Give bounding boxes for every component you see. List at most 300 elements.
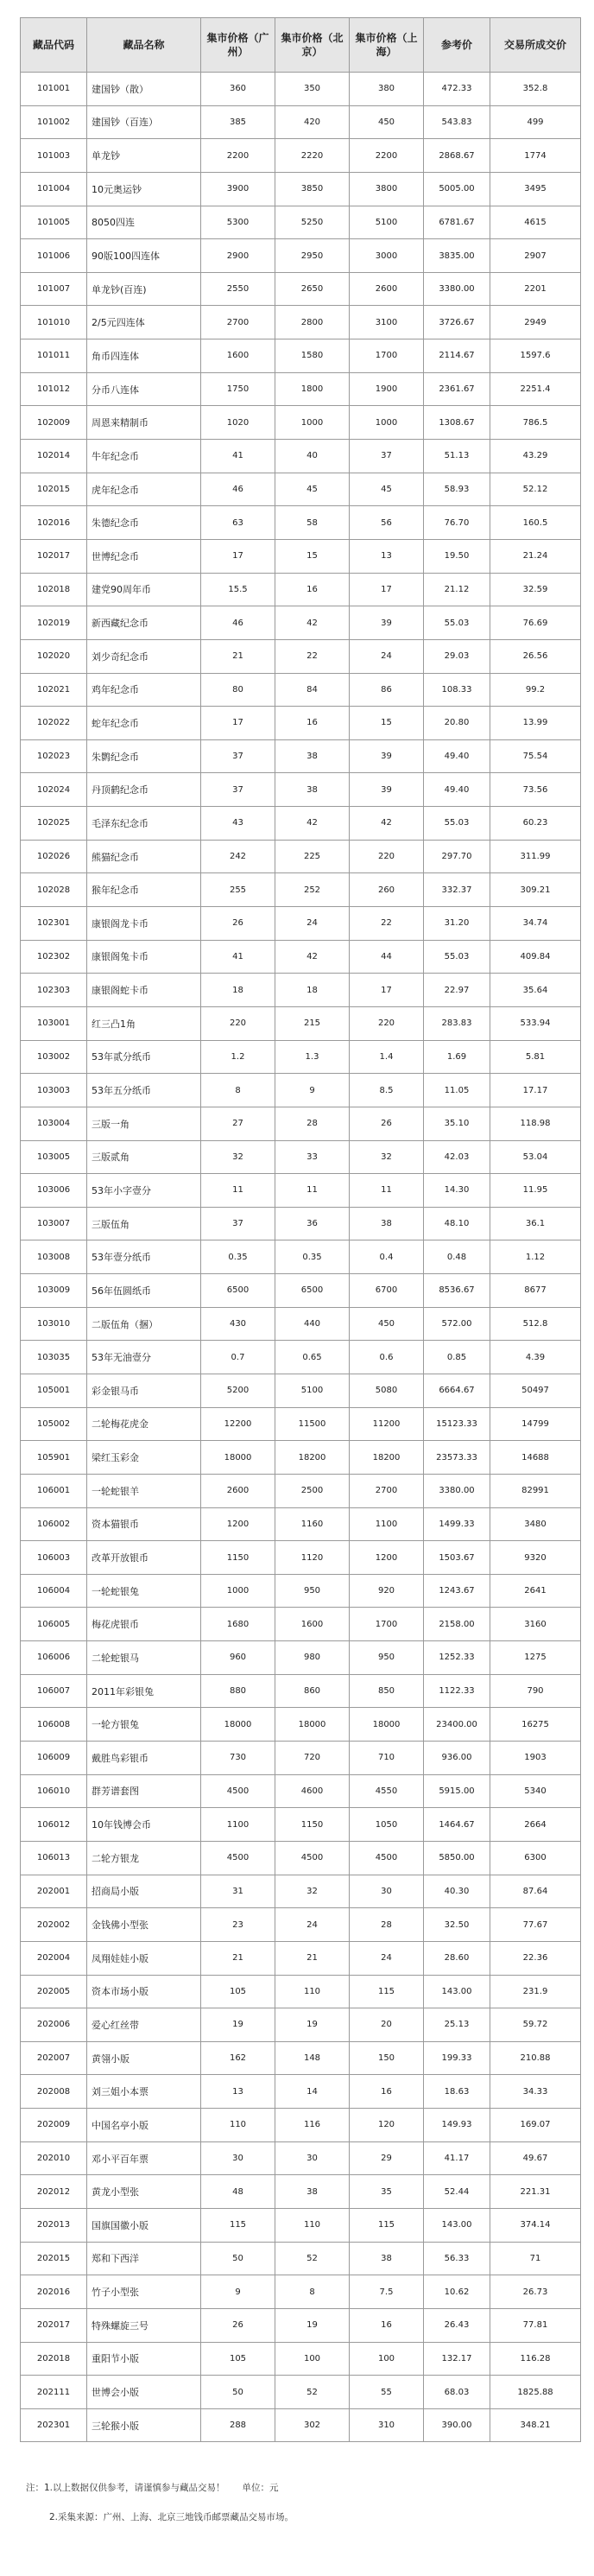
cell-reference-price: 19.50 <box>424 539 490 573</box>
cell-reference-price: 3380.00 <box>424 272 490 306</box>
cell-deal-price: 16275 <box>490 1708 581 1742</box>
cell-reference-price: 23400.00 <box>424 1708 490 1742</box>
cell-code: 106009 <box>21 1742 87 1775</box>
cell-shanghai-price: 1700 <box>350 339 424 373</box>
cell-code: 106006 <box>21 1641 87 1675</box>
cell-shanghai-price: 120 <box>350 2109 424 2142</box>
cell-name: 二版伍角（捆） <box>87 1307 201 1341</box>
cell-beijing-price: 2220 <box>275 139 350 173</box>
cell-reference-price: 49.40 <box>424 773 490 807</box>
cell-shanghai-price: 450 <box>350 1307 424 1341</box>
cell-name: 世博会小版 <box>87 2376 201 2409</box>
cell-beijing-price: 302 <box>275 2408 350 2442</box>
table-row <box>21 1674 581 1708</box>
table-row <box>21 1441 581 1475</box>
cell-name: 周恩来精制币 <box>87 406 201 440</box>
cell-shanghai-price: 24 <box>350 639 424 673</box>
table-row <box>21 2075 581 2109</box>
cell-shanghai-price: 850 <box>350 1674 424 1708</box>
cell-deal-price: 221.31 <box>490 2175 581 2209</box>
cell-beijing-price: 28 <box>275 1107 350 1140</box>
cell-beijing-price: 1.3 <box>275 1040 350 1074</box>
cell-reference-price: 6664.67 <box>424 1374 490 1407</box>
cell-guangzhou-price: 12200 <box>201 1407 275 1441</box>
cell-name: 10年钱博会币 <box>87 1808 201 1842</box>
table-row <box>21 1708 581 1742</box>
cell-guangzhou-price: 430 <box>201 1307 275 1341</box>
cell-code: 202111 <box>21 2376 87 2409</box>
cell-code: 102020 <box>21 639 87 673</box>
cell-code: 106008 <box>21 1708 87 1742</box>
cell-reference-price: 5915.00 <box>424 1774 490 1808</box>
cell-beijing-price: 1580 <box>275 339 350 373</box>
cell-reference-price: 8536.67 <box>424 1274 490 1308</box>
cell-code: 101007 <box>21 272 87 306</box>
cell-reference-price: 5850.00 <box>424 1841 490 1875</box>
cell-code: 103009 <box>21 1274 87 1308</box>
cell-reference-price: 1122.33 <box>424 1674 490 1708</box>
cell-code: 102016 <box>21 506 87 540</box>
footnote-text-1: 注：1.以上数据仅供参考，请谨慎参与藏品交易！ <box>26 2483 225 2493</box>
cell-shanghai-price: 8.5 <box>350 1074 424 1107</box>
cell-reference-price: 26.43 <box>424 2308 490 2342</box>
cell-name: 群芳谱套图 <box>87 1774 201 1808</box>
cell-name: 虎年纪念币 <box>87 473 201 506</box>
cell-shanghai-price: 1050 <box>350 1808 424 1842</box>
cell-shanghai-price: 950 <box>350 1641 424 1675</box>
cell-code: 101012 <box>21 372 87 406</box>
cell-name: 康银阁蛇卡币 <box>87 974 201 1007</box>
cell-shanghai-price: 1.4 <box>350 1040 424 1074</box>
cell-name: 爱心红丝带 <box>87 2008 201 2042</box>
cell-code: 103003 <box>21 1074 87 1107</box>
cell-name: 黄龙小型张 <box>87 2175 201 2209</box>
cell-shanghai-price: 5080 <box>350 1374 424 1407</box>
cell-beijing-price: 42 <box>275 606 350 640</box>
cell-name: 二轮梅花虎金 <box>87 1407 201 1441</box>
cell-deal-price: 11.95 <box>490 1174 581 1208</box>
cell-beijing-price: 16 <box>275 573 350 606</box>
cell-guangzhou-price: 0.7 <box>201 1341 275 1374</box>
cell-guangzhou-price: 1150 <box>201 1541 275 1575</box>
cell-shanghai-price: 3100 <box>350 306 424 339</box>
cell-beijing-price: 33 <box>275 1140 350 1174</box>
cell-shanghai-price: 15 <box>350 707 424 740</box>
cell-code: 102018 <box>21 573 87 606</box>
header-name: 藏品名称 <box>87 18 201 73</box>
cell-beijing-price: 5250 <box>275 206 350 239</box>
cell-name: 2011年彩银兔 <box>87 1674 201 1708</box>
cell-code: 103001 <box>21 1006 87 1040</box>
cell-reference-price: 1.69 <box>424 1040 490 1074</box>
cell-name: 分币八连体 <box>87 372 201 406</box>
cell-beijing-price: 2950 <box>275 239 350 273</box>
cell-deal-price: 1774 <box>490 139 581 173</box>
cell-deal-price: 87.64 <box>490 1875 581 1908</box>
cell-shanghai-price: 13 <box>350 539 424 573</box>
cell-reference-price: 2114.67 <box>424 339 490 373</box>
cell-name: 梅花虎银币 <box>87 1608 201 1641</box>
table-row <box>21 139 581 173</box>
table-row <box>21 873 581 907</box>
cell-name: 竹子小型张 <box>87 2275 201 2309</box>
cell-code: 105002 <box>21 1407 87 1441</box>
cell-guangzhou-price: 15.5 <box>201 573 275 606</box>
table-row <box>21 974 581 1007</box>
cell-deal-price: 2641 <box>490 1574 581 1608</box>
table-row <box>21 1174 581 1208</box>
cell-code: 106005 <box>21 1608 87 1641</box>
cell-name: 53年无油壹分 <box>87 1341 201 1374</box>
table-row <box>21 1641 581 1675</box>
cell-guangzhou-price: 242 <box>201 840 275 873</box>
cell-deal-price: 786.5 <box>490 406 581 440</box>
cell-code: 106010 <box>21 1774 87 1808</box>
cell-guangzhou-price: 4500 <box>201 1841 275 1875</box>
cell-reference-price: 49.40 <box>424 739 490 773</box>
cell-guangzhou-price: 80 <box>201 673 275 707</box>
cell-beijing-price: 42 <box>275 807 350 841</box>
cell-code: 102014 <box>21 440 87 473</box>
cell-name: 凤翔娃娃小版 <box>87 1941 201 1975</box>
cell-code: 101002 <box>21 105 87 139</box>
cell-name: 二轮方银龙 <box>87 1841 201 1875</box>
cell-guangzhou-price: 41 <box>201 440 275 473</box>
cell-beijing-price: 350 <box>275 73 350 106</box>
cell-name: 建国钞（百连） <box>87 105 201 139</box>
cell-code: 102015 <box>21 473 87 506</box>
cell-code: 202012 <box>21 2175 87 2209</box>
table-row <box>21 573 581 606</box>
cell-shanghai-price: 16 <box>350 2308 424 2342</box>
cell-name: 邓小平百年票 <box>87 2141 201 2175</box>
cell-shanghai-price: 24 <box>350 1941 424 1975</box>
cell-shanghai-price: 38 <box>350 1207 424 1240</box>
cell-beijing-price: 440 <box>275 1307 350 1341</box>
cell-deal-price: 311.99 <box>490 840 581 873</box>
table-row <box>21 172 581 206</box>
cell-deal-price: 71 <box>490 2242 581 2275</box>
table-row <box>21 1941 581 1975</box>
cell-shanghai-price: 45 <box>350 473 424 506</box>
cell-code: 202016 <box>21 2275 87 2309</box>
cell-deal-price: 1903 <box>490 1742 581 1775</box>
cell-name: 黄翎小版 <box>87 2041 201 2075</box>
cell-deal-price: 21.24 <box>490 539 581 573</box>
cell-shanghai-price: 115 <box>350 1975 424 2008</box>
table-row <box>21 2175 581 2209</box>
table-row <box>21 1040 581 1074</box>
cell-name: 梁红玉彩金 <box>87 1441 201 1475</box>
cell-name: 90版100四连体 <box>87 239 201 273</box>
table-row <box>21 673 581 707</box>
cell-shanghai-price: 55 <box>350 2376 424 2409</box>
cell-deal-price: 43.29 <box>490 440 581 473</box>
cell-name: 56年伍圆纸币 <box>87 1274 201 1308</box>
cell-beijing-price: 148 <box>275 2041 350 2075</box>
cell-beijing-price: 110 <box>275 2209 350 2243</box>
cell-deal-price: 5.81 <box>490 1040 581 1074</box>
cell-guangzhou-price: 960 <box>201 1641 275 1675</box>
cell-deal-price: 99.2 <box>490 673 581 707</box>
table-row <box>21 773 581 807</box>
cell-deal-price: 2201 <box>490 272 581 306</box>
cell-shanghai-price: 37 <box>350 440 424 473</box>
cell-guangzhou-price: 26 <box>201 907 275 941</box>
cell-guangzhou-price: 1100 <box>201 1808 275 1842</box>
cell-shanghai-price: 1000 <box>350 406 424 440</box>
cell-guangzhou-price: 1750 <box>201 372 275 406</box>
cell-code: 202301 <box>21 2408 87 2442</box>
cell-reference-price: 2361.67 <box>424 372 490 406</box>
cell-deal-price: 75.54 <box>490 739 581 773</box>
cell-shanghai-price: 39 <box>350 773 424 807</box>
cell-reference-price: 543.83 <box>424 105 490 139</box>
cell-reference-price: 22.97 <box>424 974 490 1007</box>
cell-code: 106003 <box>21 1541 87 1575</box>
cell-reference-price: 143.00 <box>424 1975 490 2008</box>
cell-code: 202004 <box>21 1941 87 1975</box>
table-row <box>21 1074 581 1107</box>
table-row <box>21 105 581 139</box>
cell-name: 一轮方银兔 <box>87 1708 201 1742</box>
cell-code: 202002 <box>21 1908 87 1942</box>
cell-reference-price: 28.60 <box>424 1941 490 1975</box>
cell-shanghai-price: 220 <box>350 1006 424 1040</box>
table-row <box>21 1107 581 1140</box>
cell-guangzhou-price: 162 <box>201 2041 275 2075</box>
cell-guangzhou-price: 11 <box>201 1174 275 1208</box>
cell-code: 202017 <box>21 2308 87 2342</box>
cell-deal-price: 35.64 <box>490 974 581 1007</box>
table-row <box>21 272 581 306</box>
cell-guangzhou-price: 2700 <box>201 306 275 339</box>
cell-deal-price: 32.59 <box>490 573 581 606</box>
cell-guangzhou-price: 46 <box>201 473 275 506</box>
cell-beijing-price: 84 <box>275 673 350 707</box>
cell-name: 一轮蛇银兔 <box>87 1574 201 1608</box>
cell-beijing-price: 38 <box>275 739 350 773</box>
cell-guangzhou-price: 43 <box>201 807 275 841</box>
cell-deal-price: 2251.4 <box>490 372 581 406</box>
cell-guangzhou-price: 220 <box>201 1006 275 1040</box>
cell-guangzhou-price: 18 <box>201 974 275 1007</box>
cell-code: 103006 <box>21 1174 87 1208</box>
table-row <box>21 2209 581 2243</box>
table-row <box>21 1006 581 1040</box>
header-beijing-price: 集市价格（北京） <box>275 18 350 73</box>
table-row <box>21 639 581 673</box>
cell-beijing-price: 52 <box>275 2242 350 2275</box>
cell-shanghai-price: 3000 <box>350 239 424 273</box>
cell-beijing-price: 24 <box>275 1908 350 1942</box>
table-row <box>21 1240 581 1274</box>
cell-guangzhou-price: 2600 <box>201 1474 275 1507</box>
cell-beijing-price: 42 <box>275 940 350 974</box>
cell-reference-price: 35.10 <box>424 1107 490 1140</box>
cell-shanghai-price: 18000 <box>350 1708 424 1742</box>
table-row <box>21 2141 581 2175</box>
cell-guangzhou-price: 23 <box>201 1908 275 1942</box>
cell-guangzhou-price: 17 <box>201 539 275 573</box>
cell-shanghai-price: 56 <box>350 506 424 540</box>
cell-guangzhou-price: 46 <box>201 606 275 640</box>
cell-name: 53年五分纸币 <box>87 1074 201 1107</box>
cell-code: 102303 <box>21 974 87 1007</box>
cell-beijing-price: 1000 <box>275 406 350 440</box>
cell-beijing-price: 420 <box>275 105 350 139</box>
table-row <box>21 1875 581 1908</box>
footnotes <box>26 2479 578 2538</box>
cell-guangzhou-price: 5200 <box>201 1374 275 1407</box>
table-row <box>21 1742 581 1775</box>
cell-guangzhou-price: 50 <box>201 2242 275 2275</box>
cell-shanghai-price: 920 <box>350 1574 424 1608</box>
cell-code: 202006 <box>21 2008 87 2042</box>
cell-deal-price: 8677 <box>490 1274 581 1308</box>
cell-deal-price: 169.07 <box>490 2109 581 2142</box>
cell-code: 101005 <box>21 206 87 239</box>
cell-reference-price: 143.00 <box>424 2209 490 2243</box>
cell-code: 102301 <box>21 907 87 941</box>
cell-name: 康银阁龙卡币 <box>87 907 201 941</box>
cell-code: 103005 <box>21 1140 87 1174</box>
table-row <box>21 807 581 841</box>
cell-name: 53年贰分纸币 <box>87 1040 201 1074</box>
cell-beijing-price: 0.35 <box>275 1240 350 1274</box>
cell-beijing-price: 1600 <box>275 1608 350 1641</box>
cell-deal-price: 309.21 <box>490 873 581 907</box>
cell-reference-price: 1308.67 <box>424 406 490 440</box>
cell-beijing-price: 14 <box>275 2075 350 2109</box>
cell-guangzhou-price: 37 <box>201 739 275 773</box>
cell-deal-price: 2664 <box>490 1808 581 1842</box>
cell-reference-price: 56.33 <box>424 2242 490 2275</box>
cell-deal-price: 53.04 <box>490 1140 581 1174</box>
cell-reference-price: 10.62 <box>424 2275 490 2309</box>
cell-beijing-price: 980 <box>275 1641 350 1675</box>
cell-deal-price: 73.56 <box>490 773 581 807</box>
cell-code: 202005 <box>21 1975 87 2008</box>
cell-code: 102025 <box>21 807 87 841</box>
cell-deal-price: 374.14 <box>490 2209 581 2243</box>
cell-beijing-price: 52 <box>275 2376 350 2409</box>
cell-shanghai-price: 30 <box>350 1875 424 1908</box>
cell-code: 103035 <box>21 1341 87 1374</box>
cell-code: 105001 <box>21 1374 87 1407</box>
cell-name: 三版伍角 <box>87 1207 201 1240</box>
cell-guangzhou-price: 105 <box>201 1975 275 2008</box>
cell-name: 特殊螺旋三号 <box>87 2308 201 2342</box>
table-row <box>21 1908 581 1942</box>
cell-deal-price: 210.88 <box>490 2041 581 2075</box>
table-row <box>21 1341 581 1374</box>
cell-shanghai-price: 0.6 <box>350 1341 424 1374</box>
cell-guangzhou-price: 360 <box>201 73 275 106</box>
cell-guangzhou-price: 1000 <box>201 1574 275 1608</box>
cell-code: 101004 <box>21 172 87 206</box>
cell-name: 鸡年纪念币 <box>87 673 201 707</box>
cell-shanghai-price: 35 <box>350 2175 424 2209</box>
cell-deal-price: 76.69 <box>490 606 581 640</box>
table-row <box>21 1474 581 1507</box>
table-row <box>21 539 581 573</box>
cell-reference-price: 3726.67 <box>424 306 490 339</box>
cell-reference-price: 51.13 <box>424 440 490 473</box>
table-row <box>21 1841 581 1875</box>
cell-deal-price: 352.8 <box>490 73 581 106</box>
cell-beijing-price: 38 <box>275 773 350 807</box>
cell-beijing-price: 30 <box>275 2141 350 2175</box>
cell-shanghai-price: 450 <box>350 105 424 139</box>
cell-beijing-price: 2500 <box>275 1474 350 1507</box>
cell-name: 金钱佛小型张 <box>87 1908 201 1942</box>
cell-name: 朱德纪念币 <box>87 506 201 540</box>
cell-beijing-price: 8 <box>275 2275 350 2309</box>
table-row <box>21 1507 581 1541</box>
cell-code: 101011 <box>21 339 87 373</box>
cell-reference-price: 199.33 <box>424 2041 490 2075</box>
cell-beijing-price: 11 <box>275 1174 350 1208</box>
cell-reference-price: 0.85 <box>424 1341 490 1374</box>
cell-deal-price: 3480 <box>490 1507 581 1541</box>
cell-name: 资本猫银币 <box>87 1507 201 1541</box>
cell-name: 蛇年纪念币 <box>87 707 201 740</box>
cell-deal-price: 52.12 <box>490 473 581 506</box>
cell-beijing-price: 4500 <box>275 1841 350 1875</box>
cell-shanghai-price: 86 <box>350 673 424 707</box>
cell-guangzhou-price: 21 <box>201 639 275 673</box>
cell-shanghai-price: 4500 <box>350 1841 424 1875</box>
cell-guangzhou-price: 2200 <box>201 139 275 173</box>
cell-reference-price: 15123.33 <box>424 1407 490 1441</box>
cell-shanghai-price: 11 <box>350 1174 424 1208</box>
cell-reference-price: 1252.33 <box>424 1641 490 1675</box>
cell-beijing-price: 58 <box>275 506 350 540</box>
cell-beijing-price: 21 <box>275 1941 350 1975</box>
cell-beijing-price: 0.65 <box>275 1341 350 1374</box>
cell-beijing-price: 2800 <box>275 306 350 339</box>
cell-guangzhou-price: 2900 <box>201 239 275 273</box>
cell-name: 熊猫纪念币 <box>87 840 201 873</box>
cell-deal-price: 6300 <box>490 1841 581 1875</box>
table-row <box>21 1207 581 1240</box>
cell-name: 新西藏纪念币 <box>87 606 201 640</box>
cell-code: 202007 <box>21 2041 87 2075</box>
cell-shanghai-price: 2700 <box>350 1474 424 1507</box>
cell-beijing-price: 32 <box>275 1875 350 1908</box>
cell-guangzhou-price: 1680 <box>201 1608 275 1641</box>
cell-reference-price: 283.83 <box>424 1006 490 1040</box>
cell-deal-price: 9320 <box>490 1541 581 1575</box>
cell-name: 重阳节小版 <box>87 2342 201 2376</box>
cell-name: 53年小字壹分 <box>87 1174 201 1208</box>
cell-beijing-price: 950 <box>275 1574 350 1608</box>
cell-shanghai-price: 38 <box>350 2242 424 2275</box>
cell-name: 建国钞（散） <box>87 73 201 106</box>
cell-beijing-price: 19 <box>275 2308 350 2342</box>
cell-reference-price: 41.17 <box>424 2141 490 2175</box>
cell-reference-price: 55.03 <box>424 606 490 640</box>
cell-guangzhou-price: 6500 <box>201 1274 275 1308</box>
cell-code: 102009 <box>21 406 87 440</box>
cell-shanghai-price: 39 <box>350 739 424 773</box>
cell-deal-price: 22.36 <box>490 1941 581 1975</box>
cell-reference-price: 2158.00 <box>424 1608 490 1641</box>
cell-reference-price: 0.48 <box>424 1240 490 1274</box>
footnote-text-2: 2.采集来源：广州、上海、北京三地钱币邮票藏品交易市场。 <box>49 2512 294 2522</box>
cell-code: 202015 <box>21 2242 87 2275</box>
